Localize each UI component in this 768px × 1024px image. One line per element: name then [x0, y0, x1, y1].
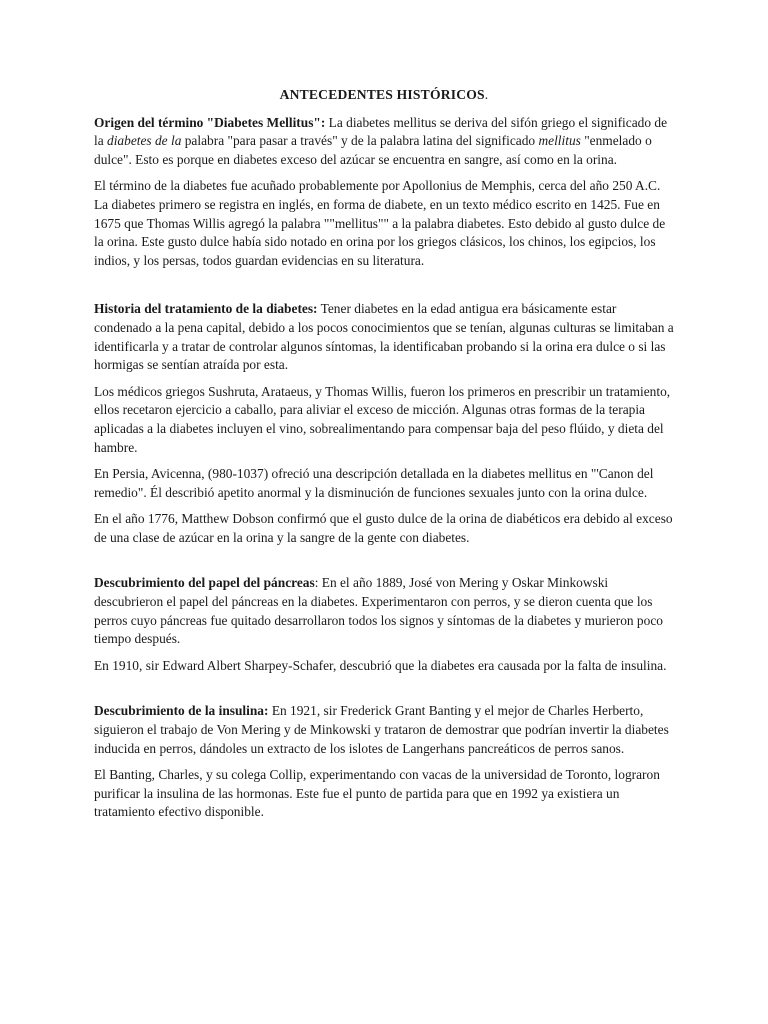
heading-papel-pancreas: Descubrimiento del papel del páncreas [94, 575, 315, 591]
text-segment: "enmelado o dulce". Esto es porque en diabetes exceso del azúcar se encuentra en sangre, así como en la orina. [94, 133, 652, 167]
section-spacer [94, 278, 674, 300]
italic-term: mellitus [538, 133, 581, 149]
title-text: ANTECEDENTES HISTÓRICOS [279, 87, 485, 102]
paragraph-historia-tratamiento [94, 300, 674, 374]
paragraph-matthew-dobson: En el año 1776, Matthew Dobson confirmó que el gusto dulce de la orina de diabéticos era debido al exceso de una clase de azúcar en la orina y la sangre de la gente con diabetes. [94, 511, 673, 545]
section-spacer [94, 555, 674, 574]
text-segment: En 1921, sir Frederick Grant Banting y el mejor de Charles Herberto, siguieron el trabajo de Von Mering y de Minkowski y trataron de demostrar que podrían invertir la diabetes inducida en perros, dándoles un extracto de los islotes de Langerhans pancreáticos de perros sanos. [94, 703, 669, 756]
paragraph-papel-pancreas [94, 574, 674, 648]
heading-origen-termino: Origen del término "Diabetes Mellitus": [94, 114, 326, 130]
paragraph-origen-termino [94, 114, 674, 170]
text-segment: : En el año 1889, José von Mering y Oskar Minkowski descubrieron el papel del páncreas en la diabetes. Experimentaron con perros, y se dieron cuenta que los perros cuyo páncreas fue quitado desarrollaron todos los signos y síntomas de la diabetes y murieron poco tiempo después. [94, 575, 663, 647]
heading-historia-tratamiento: Historia del tratamiento de la diabetes: [94, 301, 318, 317]
heading-descubrimiento-insulina: Descubrimiento de la insulina: [94, 703, 269, 719]
paragraph-banting-collip: El Banting, Charles, y su colega Collip, experimentando con vacas de la universidad de Toronto, lograron purificar la insulina de las hormonas. Este fue el punto de partida para que en 1992 ya existiera un tratamiento efectivo disponible. [94, 767, 660, 820]
text-segment: La diabetes mellitus se deriva del sifón griego el significado de la [94, 114, 668, 149]
paragraph-medicos-griegos: Los médicos griegos Sushruta, Arataeus, y Thomas Willis, fueron los primeros en prescribir un tratamiento, ellos recetaron ejercicio a caballo, para aliviar el exceso de micción. Algunas otras formas de la terapia aplicadas a la diabetes incluyen el vino, sobrealimentando para compensar baja del peso flúido, y dieta del hambre. [94, 383, 671, 455]
text-segment: Tener diabetes en la edad antigua era básicamente estar condenado a la pena capital, debido a los pocos conocimientos que se tenían, algunas culturas se limitaban a identificarla y a tratar de controlar algunos síntomas, la identificaban probando si la orina era dulce o si las hormigas se sentían atraída por esta. [94, 301, 674, 373]
paragraph-descubrimiento-insulina [94, 702, 674, 758]
italic-term: diabetes de la [107, 133, 182, 149]
section-spacer [94, 683, 674, 702]
document-title [94, 86, 674, 105]
paragraph-sharpey-schafer: En 1910, sir Edward Albert Sharpey-Schafer, descubrió que la diabetes era causada por la falta de insulina. [94, 657, 667, 673]
document-page [94, 86, 674, 830]
title-punctuation: . [484, 87, 489, 102]
paragraph-termino-acunado: El término de la diabetes fue acuñado probablemente por Apollonius de Memphis, cerca del año 250 A.C. La diabetes primero se registra en inglés, en forma de diabete, en un texto médico escrito en 1425. Fue en 1675 que Thomas Willis agregó la palabra ""mellitus"" a la palabra diabetes. Esto debido al gusto dulce de la orina. Este gusto dulce había sido notado en orina por los griegos clásicos, los chinos, los egipcios, los indios, y los persas, todos guardan evidencias en su literatura. [94, 178, 666, 268]
text-segment: palabra "para pasar a través" y de la palabra latina del significado [181, 133, 539, 149]
paragraph-persia-avicenna: En Persia, Avicenna, (980-1037) ofreció una descripción detallada en la diabetes mellitus en "'Canon del remedio". Él describió apetito anormal y la disminución de funciones sexuales junto con la orina dulce. [94, 466, 654, 500]
